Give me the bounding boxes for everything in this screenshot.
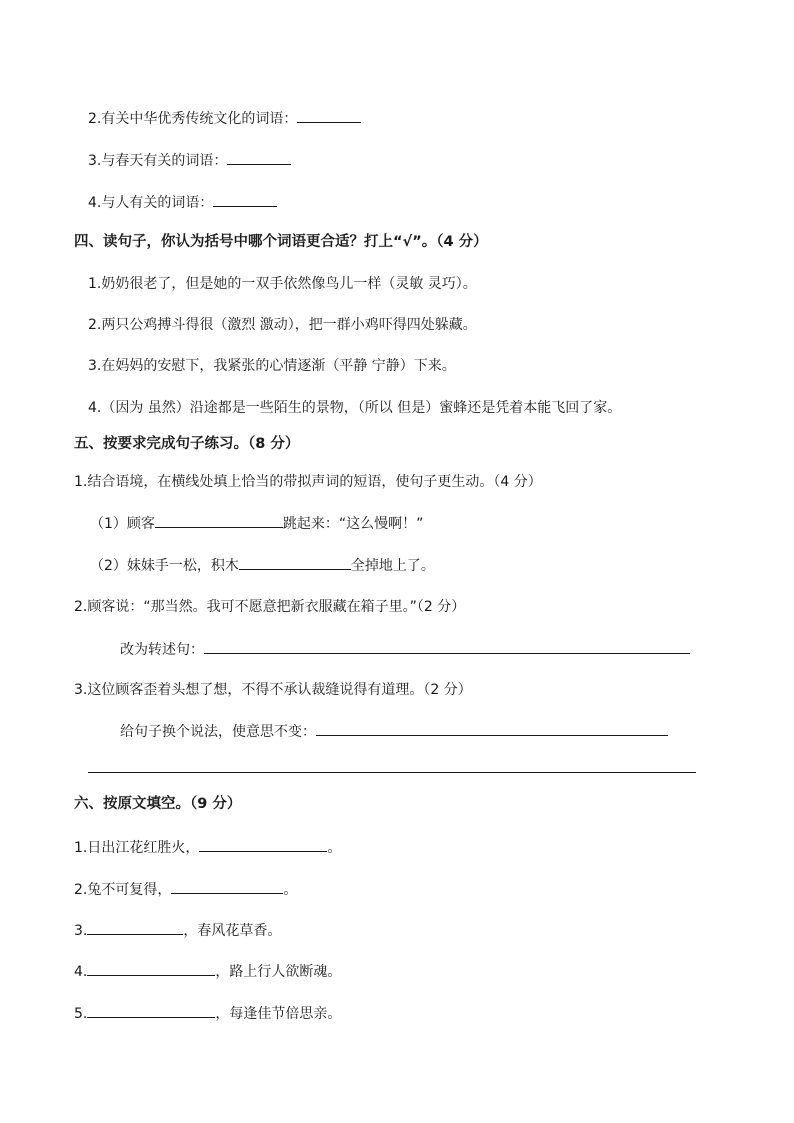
- sec6-q5-blank[interactable]: [87, 1003, 215, 1018]
- sec5-q2-prompt: 改为转述句：: [120, 642, 204, 658]
- sec5-q1b-blank[interactable]: [239, 555, 351, 570]
- sec6-q4: [74, 961, 341, 982]
- sec5-q2-blank[interactable]: [204, 639, 690, 654]
- sec5-q1a-blank[interactable]: [155, 513, 283, 528]
- sec5-heading: 五、按要求完成句子练习。（8 分）: [74, 436, 300, 452]
- sec5-q1b-post: 全掉地上了。: [350, 558, 435, 574]
- sec5-q1a-pre: （1）顾客: [90, 516, 155, 532]
- sec5-q1b: [90, 555, 435, 576]
- sec6-q3-post: ，春风花草香。: [183, 923, 282, 939]
- sec6-q5-post: ，每逢佳节倍思亲。: [215, 1006, 342, 1022]
- sec6-q5: [74, 1003, 341, 1024]
- sec6-q1-blank[interactable]: [199, 837, 327, 852]
- sec5-q2-prompt-line: [120, 639, 690, 660]
- sec4-q3: 3.在妈妈的安慰下，我紧张的心情逐渐（平静 宁静）下来。: [88, 358, 456, 374]
- sec3-q4-text: 4.与人有关的词语：: [88, 195, 214, 211]
- sec3-q3: [88, 150, 291, 171]
- sec5-q3-blank[interactable]: [316, 721, 668, 736]
- sec6-q3-pre: 3.: [74, 923, 88, 939]
- sec6-q4-pre: 4.: [74, 964, 88, 980]
- sec3-q2-text: 2.有关中华优秀传统文化的词语：: [88, 111, 298, 127]
- sec6-q3: [74, 920, 281, 941]
- sec3-q4-blank[interactable]: [213, 192, 277, 207]
- sec5-q3-prompt: 给句子换个说法，使意思不变：: [120, 724, 316, 740]
- sec3-q3-text: 3.与春天有关的词语：: [88, 153, 228, 169]
- sec5-q1a-post: 跳起来：“这么慢啊！”: [282, 516, 424, 532]
- sec4-q1: 1.奶奶很老了，但是她的一双手依然像鸟儿一样（灵敏 灵巧）。: [88, 276, 477, 292]
- sec3-q2-blank[interactable]: [297, 108, 361, 123]
- sec3-q2: [88, 108, 361, 129]
- sec5-q1: 1.结合语境，在横线处填上恰当的带拟声词的短语，使句子更生动。（4 分）: [74, 474, 542, 490]
- sec6-q2-pre: 2.兔不可复得，: [74, 882, 172, 898]
- sec5-q3: 3.这位顾客歪着头想了想，不得不承认裁缝说得有道理。（2 分）: [74, 682, 472, 698]
- sec3-q4: [88, 192, 277, 213]
- sec5-q1a: [90, 513, 423, 534]
- sec5-q1b-pre: （2）妹妹手一松，积木: [90, 558, 239, 574]
- sec6-q3-blank[interactable]: [87, 920, 183, 935]
- sec5-q3-prompt-line: [120, 721, 668, 742]
- sec6-q1: [74, 837, 341, 858]
- sec6-q2-post: 。: [283, 882, 298, 898]
- sec6-heading: 六、按原文填空。（9 分）: [74, 796, 242, 812]
- sec6-q5-pre: 5.: [74, 1006, 88, 1022]
- sec4-q4: 4.（因为 虽然）沿途都是一些陌生的景物，（所以 但是）蜜蜂还是凭着本能飞回了家。: [88, 400, 622, 416]
- sec6-q4-blank[interactable]: [87, 961, 215, 976]
- sec4-q2: 2.两只公鸡搏斗得很（激烈 激动），把一群小鸡吓得四处躲藏。: [88, 317, 477, 333]
- sec5-q3-extra-rule[interactable]: [88, 772, 696, 773]
- sec6-q2: [74, 879, 297, 900]
- sec5-q2: 2.顾客说：“那当然。我可不愿意把新衣服藏在箱子里。”（2 分）: [74, 599, 466, 615]
- sec6-q2-blank[interactable]: [171, 879, 283, 894]
- sec6-q4-post: ，路上行人欲断魂。: [215, 964, 342, 980]
- sec6-q1-post: 。: [327, 840, 342, 856]
- sec4-heading: 四、读句子，你认为括号中哪个词语更合适？打上“√”。（4 分）: [74, 234, 488, 250]
- sec3-q3-blank[interactable]: [227, 150, 291, 165]
- sec6-q1-pre: 1.日出江花红胜火，: [74, 840, 200, 856]
